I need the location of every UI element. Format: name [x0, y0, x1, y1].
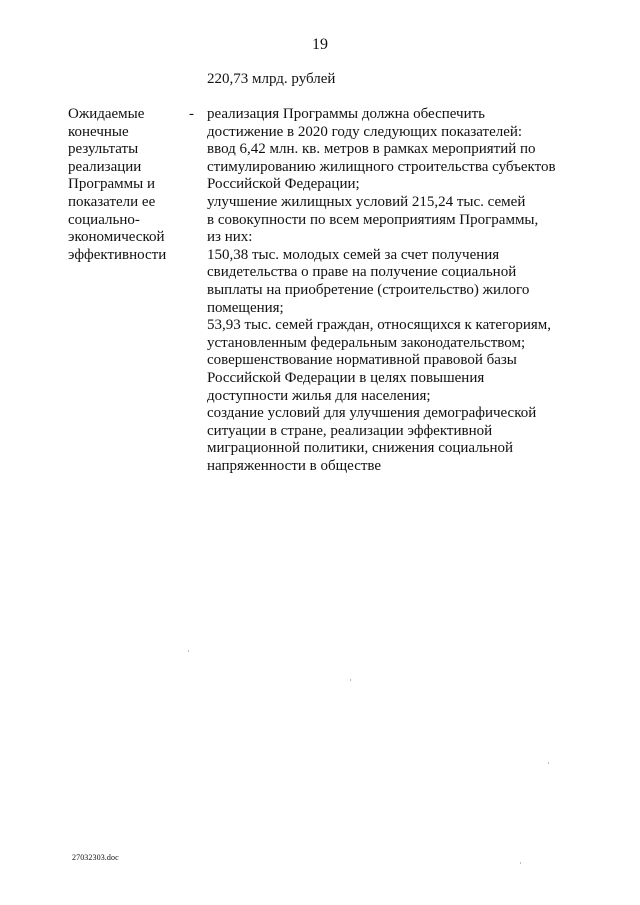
section-label-line: Программы и	[68, 176, 155, 193]
content-line: свидетельства о праве на получение социальной	[207, 264, 517, 281]
content-line: миграционной политики, снижения социальной	[207, 440, 514, 457]
scan-speck	[188, 650, 189, 652]
section-label-line: Ожидаемые	[68, 106, 145, 122]
content-line: совершенствование нормативной правовой базы	[207, 352, 517, 369]
content-line: напряженности в обществе	[207, 457, 382, 474]
content-line: в совокупности по всем мероприятиям Программы,	[207, 211, 539, 228]
content-line: доступности жилья для населения;	[207, 387, 431, 404]
content-line: достижение в 2020 году следующих показателей:	[207, 123, 523, 140]
content-line: выплаты на приобретение (строительство) жилого	[207, 281, 530, 298]
content-line: 150,38 тыс. молодых семей за счет получения	[207, 246, 500, 263]
section-label-line: экономической	[68, 229, 165, 246]
content-line: улучшение жилищных условий 215,24 тыс. семей	[207, 193, 526, 210]
content-line: помещения;	[207, 299, 284, 316]
section-label-line: конечные	[68, 123, 129, 140]
section-label-line: реализации	[68, 158, 142, 175]
section-label-line: социально-	[68, 211, 140, 228]
scan-speck	[520, 862, 521, 864]
content-line: установленным федеральным законодательством;	[207, 334, 526, 351]
content-line: Российской Федерации в целях повышения	[207, 369, 485, 386]
scan-speck	[548, 762, 549, 764]
content-line: ситуации в стране, реализации эффективной	[207, 422, 493, 439]
section-label-line: показатели ее	[68, 193, 156, 210]
content-line: из них:	[207, 229, 253, 246]
content-line: реализация Программы должна обеспечить	[207, 106, 486, 122]
section-label	[68, 106, 186, 264]
section-dash: -	[189, 106, 194, 122]
section-label-line: результаты	[68, 141, 139, 158]
content-line: стимулированию жилищного строительства субъектов	[207, 158, 556, 175]
content-line: Российской Федерации;	[207, 176, 360, 193]
content-line: 53,93 тыс. семей граждан, относящихся к категориям,	[207, 317, 552, 334]
content-line: ввод 6,42 млн. кв. метров в рамках мероприятий по	[207, 141, 536, 158]
scan-speck	[350, 679, 351, 681]
continuation-text: 220,73 млрд. рублей	[207, 71, 336, 87]
footer-filename: 27032303.doc	[72, 853, 119, 862]
section-content	[207, 106, 587, 475]
page-number: 19	[312, 36, 328, 53]
content-line: создание условий для улучшения демографической	[207, 405, 537, 422]
section-label-line: эффективности	[68, 246, 167, 263]
